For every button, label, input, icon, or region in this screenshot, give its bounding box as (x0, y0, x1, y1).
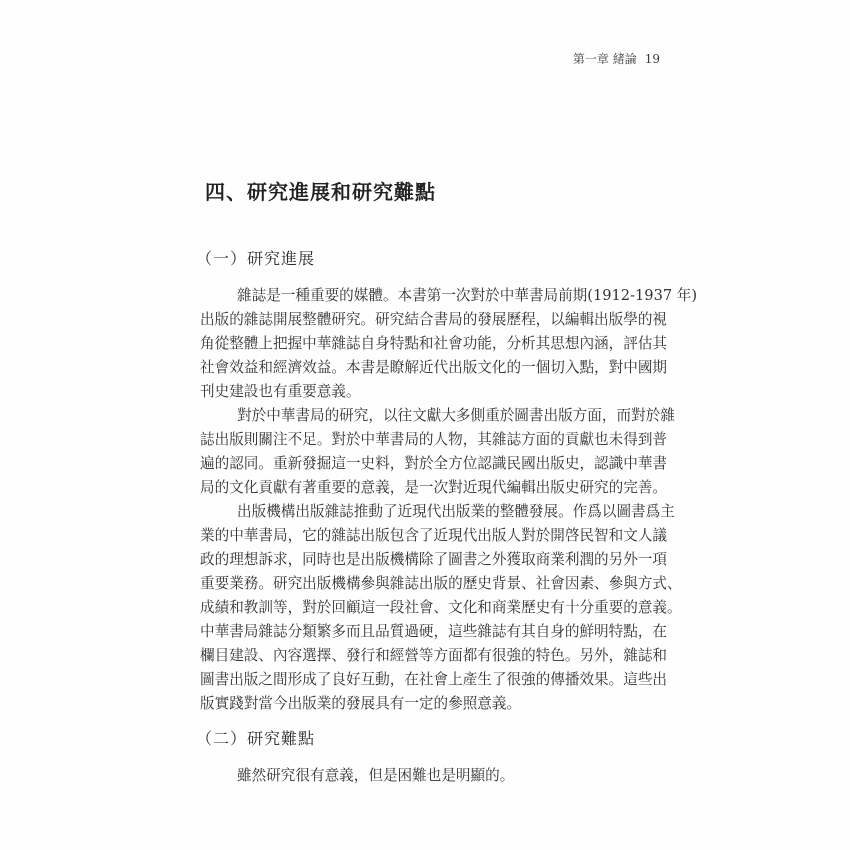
paragraph-line: 重要業務。研究出版機構參與雜誌出版的歷史背景、社會因素、參與方式、 (200, 575, 682, 592)
paragraph-line: 雜誌是一種重要的媒體。本書第一次對於中華書局前期(1912-1937 年) (237, 287, 698, 304)
paragraph-line: 欄目建設、內容選擇、發行和經營等方面都有很強的特色。另外，雜誌和 (200, 647, 668, 664)
section-heading: 四、研究進展和研究難點 (205, 180, 436, 204)
chapter-label: 第一章 緒論 (572, 52, 637, 66)
paragraph-line: 中華書局雜誌分類繁多而且品質過硬，這些雜誌有其自身的鮮明特點，在 (200, 623, 668, 640)
paragraph-line: 遍的認同。重新發掘這一史料，對於全方位認識民國出版史，認識中華書 (200, 455, 668, 472)
running-header (560, 50, 660, 67)
paragraph-line: 政的理想訴求，同時也是出版機構除了圖書之外獲取商業利潤的另外一項 (200, 551, 668, 568)
paragraph-line: 誌出版則關注不足。對於中華書局的人物，其雜誌方面的貢獻也未得到普 (200, 431, 668, 448)
paragraph-line: 成績和教訓等，對於回顧這一段社會、文化和商業歷史有十分重要的意義。 (200, 599, 682, 616)
subsection-heading-difficulties: （二）研究難點 (196, 729, 316, 748)
paragraph-line: 版實踐對當今出版業的發展具有一定的參照意義。 (200, 695, 522, 712)
paragraph-line: 社會效益和經濟效益。本書是瞭解近代出版文化的一個切入點，對中國期 (200, 359, 668, 376)
paragraph-line: 刊史建設也有重要意義。 (200, 383, 361, 400)
paragraph-line: 出版機構出版雜誌推動了近現代出版業的整體發展。作爲以圖書爲主 (237, 503, 675, 520)
paragraph-line: 對於中華書局的研究，以往文獻大多側重於圖書出版方面，而對於雜 (237, 407, 675, 424)
paragraph-line: 圖書出版之間形成了良好互動，在社會上產生了很強的傳播效果。這些出 (200, 671, 668, 688)
paragraph-line: 角從整體上把握中華雜誌自身特點和社會功能，分析其思想內涵，評估其 (200, 335, 668, 352)
paragraph-line: 局的文化貢獻有著重要的意義，是一次對近現代編輯出版史研究的完善。 (200, 479, 668, 496)
subsection-heading-progress: （一）研究進展 (196, 249, 316, 268)
paragraph-line: 出版的雜誌開展整體研究。研究結合書局的發展歷程，以編輯出版學的視 (200, 311, 668, 328)
paragraph-line: 雖然研究很有意義，但是困難也是明顯的。 (237, 767, 515, 784)
page-number: 19 (644, 52, 660, 66)
paragraph-line: 業的中華書局，它的雜誌出版包含了近現代出版人對於開啓民智和文人議 (200, 527, 668, 544)
